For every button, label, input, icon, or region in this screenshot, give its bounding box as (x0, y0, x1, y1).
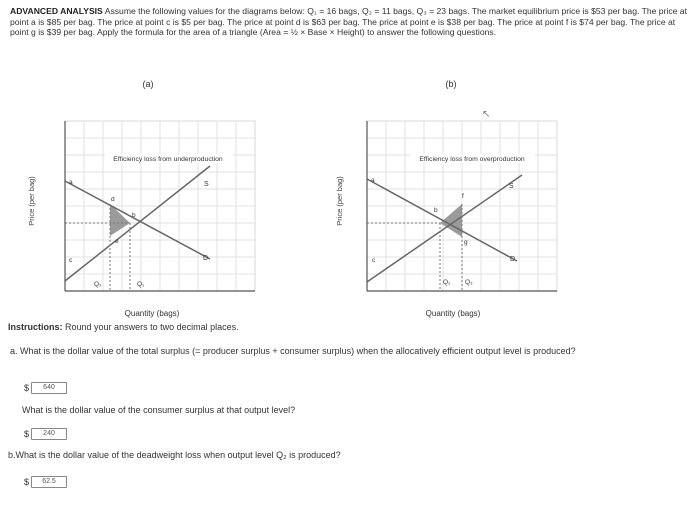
question-b-answer-input[interactable]: 62.5 (31, 476, 67, 488)
figure-a-point-d: d (111, 196, 115, 203)
figure-b-point-b: b (434, 207, 438, 214)
question-a2-currency: $ (24, 429, 30, 439)
figure-b-label: (b) (445, 79, 457, 89)
question-a-answer-row (24, 382, 67, 394)
figure-b-curve-s: S (509, 183, 514, 190)
figure-b-curve-d: D (510, 256, 516, 263)
figure-b-point-f: f (462, 193, 464, 200)
figure-a-tick-q2: Q₂ (94, 281, 102, 288)
figure-b-point-c: c (372, 257, 376, 264)
figure-b-point-g: g (464, 239, 468, 246)
figure-a-curve-d: D (203, 255, 209, 262)
figure-b (325, 76, 570, 321)
figure-a (20, 76, 320, 321)
figure-a-curve-s: S (204, 181, 209, 188)
instructions-text: Round your answers to two decimal places. (65, 322, 239, 332)
figure-b-inner-title: Efficiency loss from overproduction (419, 156, 525, 163)
question-b-text: b.What is the dollar value of the deadweight loss when output level Q₂ is produced? (8, 450, 341, 460)
figure-a-point-e: e (115, 238, 119, 245)
question-b-answer-row (24, 476, 67, 488)
question-a2-text: What is the dollar value of the consumer surplus at that output level? (22, 405, 296, 415)
figure-b-point-a: a (371, 177, 375, 184)
instructions (8, 322, 239, 332)
question-a-text: a. What is the dollar value of the total surplus (= producer surplus + consumer surplus) when the allocatively efficient output level is produced? (10, 346, 576, 356)
cursor-arrow-icon: ↖ (482, 109, 491, 120)
question-a-answer-input[interactable]: 640 (31, 382, 67, 394)
problem-statement (10, 6, 690, 38)
figure-a-tick-q1: Q₁ (137, 281, 145, 288)
figure-b-tick-q3: Q₃ (465, 279, 473, 286)
figure-b-ylabel: Price (per bag) (335, 176, 344, 226)
figure-a-point-a: a (69, 179, 73, 186)
problem-text: Assume the following values for the diagrams below: Q₁ = 16 bags, Q₂ = 11 bags, Q₃ = 23 bags. The market equilibrium price is $53 per bag. The price at point a is $85 per bag. The price at point c is $5 per bag. The price at point d is $63 per bag. The price at point e is $38 per bag. The price at point f is $74 per bag. The price at point g is $39 per bag. Apply the formula for the area of a triangle (Area = ½ × Base × Height) to answer the following questions. (10, 6, 687, 38)
question-a-currency: $ (24, 383, 30, 393)
figure-a-point-c: c (69, 257, 73, 264)
figure-a-point-b: b (132, 212, 136, 219)
question-a2-answer-row (24, 428, 67, 440)
question-a2-answer-input[interactable]: 240 (31, 428, 67, 440)
problem-heading: ADVANCED ANALYSIS (10, 6, 103, 16)
figure-a-inner-title: Efficiency loss from underproduction (113, 156, 223, 163)
figure-b-xlabel: Quantity (bags) (425, 309, 481, 318)
question-b-currency: $ (24, 477, 30, 487)
figure-b-tick-q1: Q₁ (443, 279, 451, 286)
figure-a-ylabel: Price (per bag) (27, 176, 36, 226)
figure-a-label: (a) (142, 79, 154, 89)
figure-a-xlabel: Quantity (bags) (124, 309, 180, 318)
instructions-label: Instructions: (8, 322, 63, 332)
